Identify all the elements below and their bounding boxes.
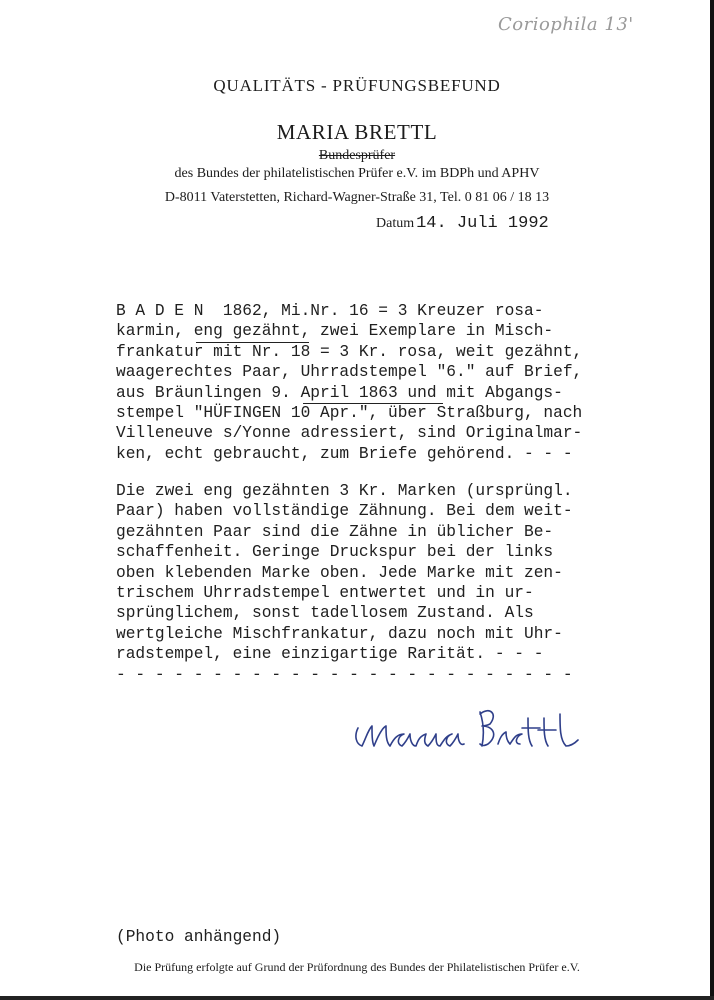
underline-uhrradstempel	[303, 403, 443, 404]
scan-edge-bottom	[0, 996, 714, 1000]
document-title: QUALITÄTS - PRÜFUNGSBEFUND	[213, 76, 501, 95]
date-label: Datum	[376, 216, 415, 231]
examiner-name: MARIA BRETTL	[276, 120, 438, 144]
photo-note: (Photo anhängend)	[116, 928, 282, 946]
date-value: 14. Juli 1992	[416, 214, 549, 233]
examiner-role: Bundesprüfer	[318, 148, 396, 163]
certificate-paragraph-1: B A D E N 1862, Mi.Nr. 16 = 3 Kreuzer rosa- karmin, eng gezähnt, zwei Exemplare in Misch- frankatur mit Nr. 18 = 3 Kr. rosa, weit gezähnt, waagerechtes Paar, Uhrradstempel "6." auf Brief, aus Bräunlingen 9. April 1863 und mit Abgangs- stempel "HÜFINGEN 10 Apr.", über Straßburg, nach Villeneuve s/Yonne adressiert, sind Originalmar- ken, echt gebraucht, zum Briefe gehörend. - - -	[116, 302, 583, 463]
association-line: des Bundes der philatelistischen Prüfer e.V. im BDPh und APHV	[174, 166, 540, 181]
footer-note: Die Prüfung erfolgte auf Grund der Prüfordnung des Bundes der Philatelistischen Prüfer e.V.	[134, 960, 580, 974]
underline-eng-gezaehnt	[196, 342, 309, 343]
pencil-note: Coriophila 13'	[498, 14, 634, 35]
address-line: D-8011 Vaterstetten, Richard-Wagner-Straße 31, Tel. 0 81 06 / 18 13	[164, 190, 550, 205]
certificate-paragraph-2: Die zwei eng gezähnten 3 Kr. Marken (ursprüngl. Paar) haben vollständige Zähnung. Bei dem weit- gezähnten Paar sind die Zähne in üblicher Be- schaffenheit. Geringe Druckspur bei der links oben klebenden Marke oben. Jede Marke mit zen- trischem Uhrradstempel entwertet und in ur- sprünglichem, sonst tadellosem Zustand. Als wertgleiche Mischfrankatur, dazu noch mit Uhr- radstempel, eine einzigartige Rarität. - - - - - - - - - - - - - - - - - - - - - - - - - - -	[116, 482, 573, 684]
date-line	[376, 214, 549, 233]
handwritten-signature	[352, 700, 582, 764]
signature-text: Maria Brettl	[352, 700, 357, 701]
